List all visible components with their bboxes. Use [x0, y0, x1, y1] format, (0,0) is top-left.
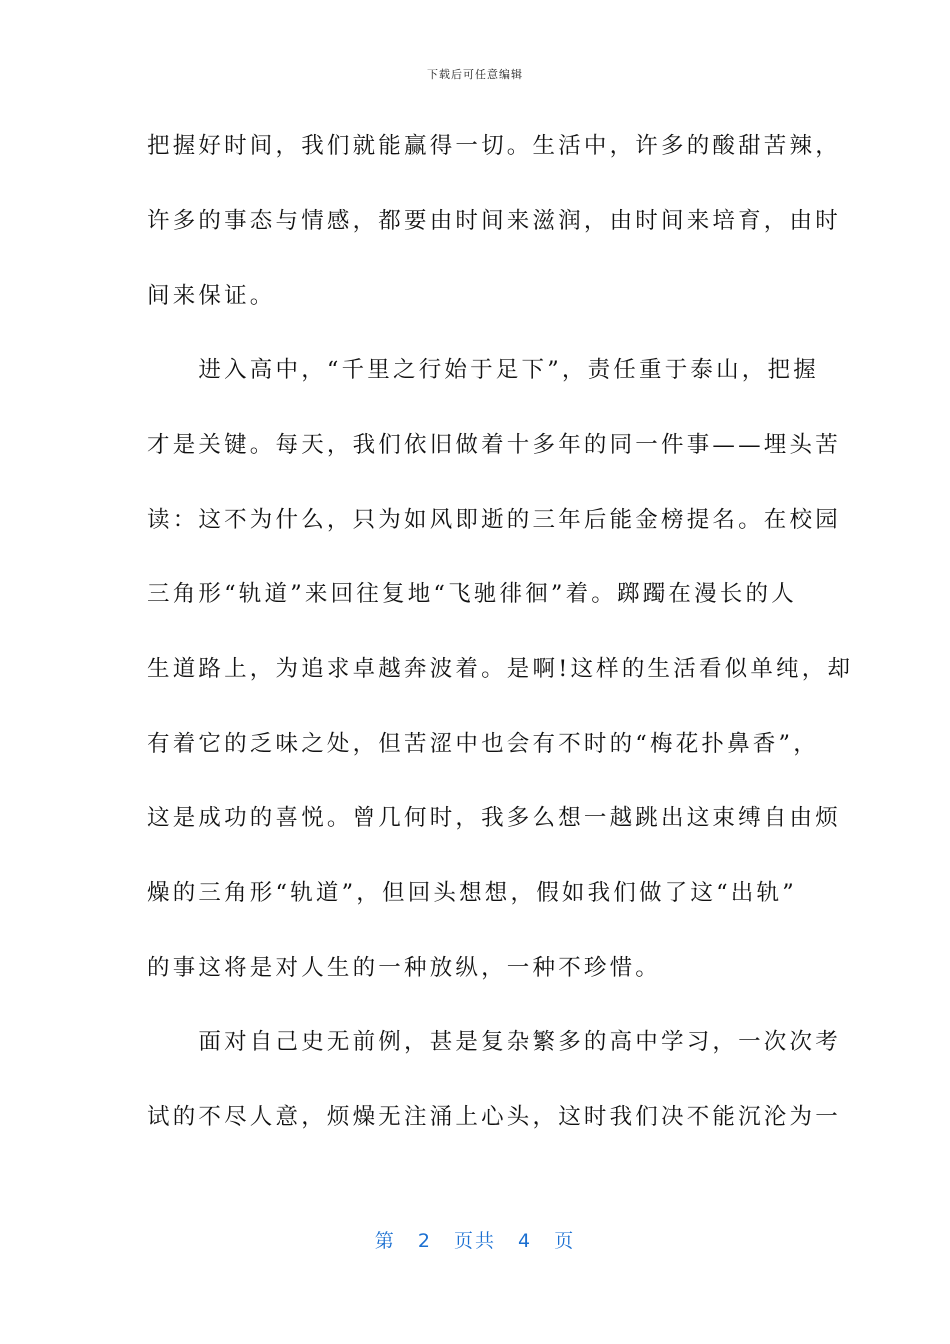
text-line: 生道路上，为追求卓越奔波着。是啊!这样的生活看似单纯，却 — [147, 656, 854, 682]
text-line: 三角形“轨道”来回往复地“飞驰徘徊”着。踯躅在漫长的人 — [147, 581, 797, 607]
text-line: 把握好时间，我们就能赢得一切。生活中，许多的酸甜苦辣， — [147, 133, 841, 159]
page-footer — [0, 1226, 950, 1253]
text-line: 进入高中，“千里之行始于足下”，责任重于泰山，把握 — [147, 357, 819, 383]
footer-prefix: 第 — [374, 1230, 396, 1252]
text-line: 间来保证。 — [147, 283, 276, 309]
text-line: 有着它的乏味之处，但苦涩中也会有不时的“梅花扑鼻香”， — [147, 731, 819, 757]
text-line: 试的不尽人意，烦燥无注涌上心头，这时我们决不能沉沦为一 — [147, 1104, 841, 1130]
text-line: 的事这将是对人生的一种放纵，一种不珍惜。 — [147, 955, 662, 981]
footer-page-number: 2 — [417, 1230, 432, 1252]
text-line: 才是关键。每天，我们依旧做着十多年的同一件事——埋头苦 — [147, 432, 841, 458]
text-line: 读：这不为什么，只为如风即逝的三年后能金榜提名。在校园 — [147, 507, 841, 533]
text-line: 面对自己史无前例，甚是复杂繁多的高中学习，一次次考 — [147, 1029, 841, 1055]
footer-total-pages: 4 — [518, 1230, 533, 1252]
text-line: 许多的事态与情感，都要由时间来滋润，由时间来培育，由时 — [147, 208, 841, 234]
text-line: 这是成功的喜悦。曾几何时，我多么想一越跳出这束缚自由烦 — [147, 805, 841, 831]
footer-suffix: 页 — [554, 1230, 576, 1252]
footer-middle: 页共 — [453, 1230, 496, 1252]
text-line: 燥的三角形“轨道”，但回头想想，假如我们做了这“出轨” — [147, 880, 797, 906]
page-header: 下载后可任意编辑 — [427, 68, 523, 81]
